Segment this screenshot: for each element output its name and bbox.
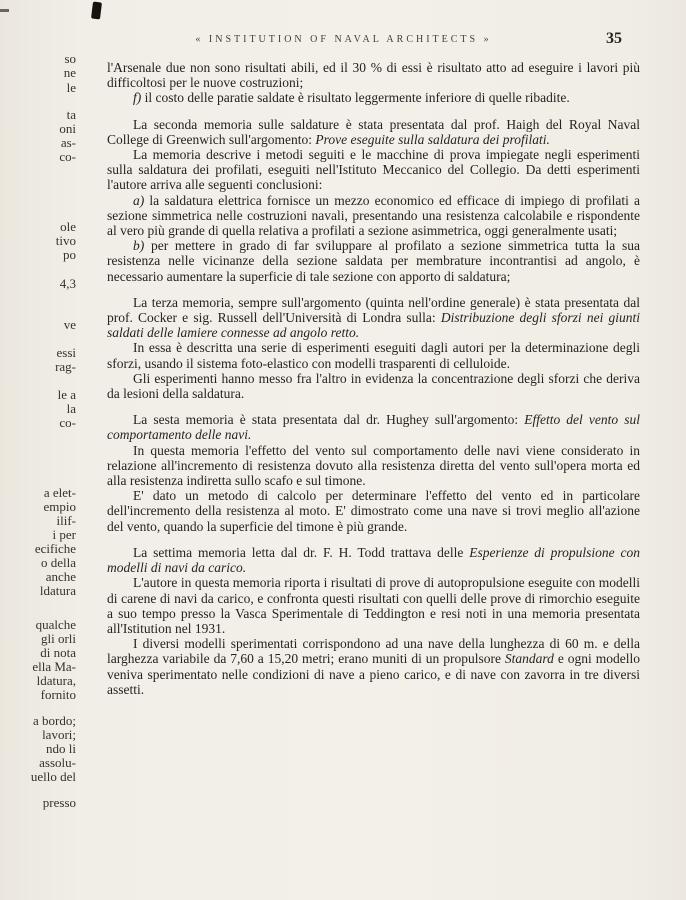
margin-fragment: la <box>66 401 76 416</box>
italic-run: b) <box>133 238 145 254</box>
page-number: 35 <box>606 30 622 47</box>
text-run: la saldatura elettrica fornisce un mezzo economico ed efficace di impiego di profilati a sezione simmetrica nelle costruzioni navali, presentando una resistenza calcolabile e rispondente al vero più grande di quella relativa a profilati a sezione asimmetrica, oggi generalmente usati; <box>107 192 640 239</box>
margin-fragment: ole <box>60 219 76 234</box>
margin-fragment: ldatura, <box>36 673 76 688</box>
margin-fragment: rag- <box>55 359 76 374</box>
italic-run: Standard <box>504 651 554 667</box>
margin-fragment: a elet- <box>43 485 76 500</box>
text-run: La memoria descrive i metodi seguiti e le macchine di prova impiegate negli esperimenti sulla saldatura dei profilati, eseguiti nell'Istituto Meccanico del Collegio. Da detti esperimenti l'autore arriva alle seguenti conclusioni: <box>107 147 640 193</box>
text-run: La terza memoria, sempre sull'argomento (quinta nell'ordine generale) è stata presentata dal prof. Cocker e sig. Russell dell'Università di Londra sulla: <box>107 294 640 326</box>
margin-fragment: empio <box>43 499 76 514</box>
margin-fragment: ilif- <box>56 513 76 528</box>
margin-fragment: le a <box>57 387 76 402</box>
margin-fragment: co- <box>59 415 76 430</box>
text-run: l'Arsenale due non sono risultati abili, ed il 30 % di essi è risultato atto ad eseguire i lavori più difficoltosi per le nuove costruzioni; <box>107 60 640 91</box>
margin-fragment: ve <box>63 317 76 332</box>
margin-fragment: ne <box>63 65 76 80</box>
margin-fragment: ecifiche <box>34 541 76 556</box>
margin-fragment: 4,3 <box>59 276 76 291</box>
margin-fragment: lavori; <box>42 727 76 742</box>
paragraph <box>107 488 640 534</box>
text-run: E' dato un metodo di calcolo per determinare l'effetto del vento ed in particolare dell'incremento della resistenza al moto. E' dimostrato come una nave si trovi meglio all'azione del vento, quando la superficie del timone è più grande. <box>107 488 640 534</box>
paragraph <box>107 575 640 636</box>
margin-fragment: di nota <box>40 645 76 660</box>
text-run: La seconda memoria sulle saldature è stata presentata dal prof. Haigh del Royal Naval College di Greenwich sull'argomento: <box>107 116 640 147</box>
margin-fragment: assolu- <box>39 755 76 770</box>
paragraph <box>107 443 640 489</box>
running-header-title: « INSTITUTION OF NAVAL ARCHITECTS » <box>195 34 492 45</box>
italic-run: f) <box>133 90 142 106</box>
margin-fragment: so <box>64 51 76 66</box>
margin-fragment: i per <box>52 527 76 542</box>
paragraph <box>107 371 640 401</box>
margin-fragment: as- <box>60 135 76 150</box>
margin-fragment: le <box>66 80 76 95</box>
margin-fragment: ndo li <box>46 741 76 756</box>
paragraph <box>107 90 640 105</box>
text-run: il costo delle paratie saldate è risultato leggermente inferiore di quelle ribadite. <box>141 90 570 106</box>
paragraph <box>107 340 640 370</box>
margin-fragment: a bordo; <box>33 713 76 728</box>
paragraph <box>107 238 640 284</box>
margin-fragment: fornito <box>40 687 76 702</box>
text-run: per mettere in grado di far sviluppare al profilato a sezione simmetrica tutta la sua resistenza nelle vicinanze della sezione saldata per membrature incontrantisi ad angolo, è necessario aumentare la superficie di tale sezione con apporto di saldatura; <box>107 238 640 284</box>
margin-fragment: ta <box>66 107 76 122</box>
text-run: La sesta memoria è stata presentata dal dr. Hughey sull'argomento: <box>133 412 525 428</box>
italic-run: a) <box>133 192 145 208</box>
italic-run: Distribuzione degli sforzi nei giunti saldati delle lamiere connesse ad angolo retto. <box>107 310 640 341</box>
italic-run: Esperienze di propulsione con modelli di navi da carico. <box>107 544 641 576</box>
text-run: I diversi modelli sperimentati corrispondono ad una nave della lunghezza di 60 m. e della larghezza variabile da 7,60 a 15,20 metri; erano muniti di un propulsore <box>107 636 640 667</box>
paragraph <box>107 545 640 575</box>
paragraph <box>107 636 640 697</box>
paragraph <box>107 117 640 147</box>
text-run: L'autore in questa memoria riporta i risultati di prove di autopropulsione eseguite con modelli di carene di navi da carico, e confronta questi risultati con quelli delle prove di rimorchio eseguite a suo tempo presso la Vasca Sperimentale di Teddington e resi noti in una memoria presentata all'Istitution nel 1931. <box>107 575 640 636</box>
paragraph <box>107 60 640 90</box>
margin-fragment: gli orli <box>40 631 76 646</box>
page-header <box>107 30 640 50</box>
margin-fragment: co- <box>59 149 76 164</box>
margin-fragment: ella Ma- <box>32 659 76 674</box>
paragraph <box>107 193 640 239</box>
margin-fragment: qualche <box>35 617 76 632</box>
left-margin-fragments <box>0 0 82 900</box>
italic-run: Effetto del vento sul comportamento delle navi. <box>107 412 640 443</box>
margin-fragment: o della <box>40 555 76 570</box>
margin-fragment: presso <box>42 795 76 810</box>
margin-fragment: po <box>63 247 76 262</box>
paragraph <box>107 295 640 341</box>
text-run: In questa memoria l'effetto del vento sul comportamento delle navi viene considerato in relazione all'incremento di resistenza dovuto alla resistenza diretta del vento sull'opera morta ed alla resistenza indiretta sullo scafo e sul timone. <box>107 442 640 489</box>
italic-run: Prove eseguite sulla saldatura dei profilati. <box>315 131 550 147</box>
text-run: Gli esperimenti hanno messo fra l'altro in evidenza la concentrazione degli sforzi che deriva da lesioni della saldatura. <box>107 370 640 402</box>
text-run: e ogni modello veniva sperimentato nelle condizioni di nave a pieno carico, e di nave con zavorra in tre diversi assetti. <box>107 651 640 697</box>
margin-fragment: essi <box>56 345 76 360</box>
paragraph <box>107 147 640 193</box>
text-run: In essa è descritta una serie di esperimenti eseguiti dagli autori per la determinazione degli sforzi, usando il sistema foto-elastico con modelli trasparenti di celluloide. <box>107 340 640 371</box>
margin-fragment: anche <box>45 569 76 584</box>
text-run: La settima memoria letta dal dr. F. H. Todd trattava delle <box>133 544 470 560</box>
text-column <box>107 60 640 697</box>
margin-fragment: oni <box>59 121 76 136</box>
margin-fragment: ldatura <box>39 583 76 598</box>
ink-blot-artifact <box>91 2 102 20</box>
paragraph <box>107 412 640 442</box>
margin-fragment: tivo <box>55 233 76 248</box>
margin-fragment: uello del <box>30 769 76 784</box>
